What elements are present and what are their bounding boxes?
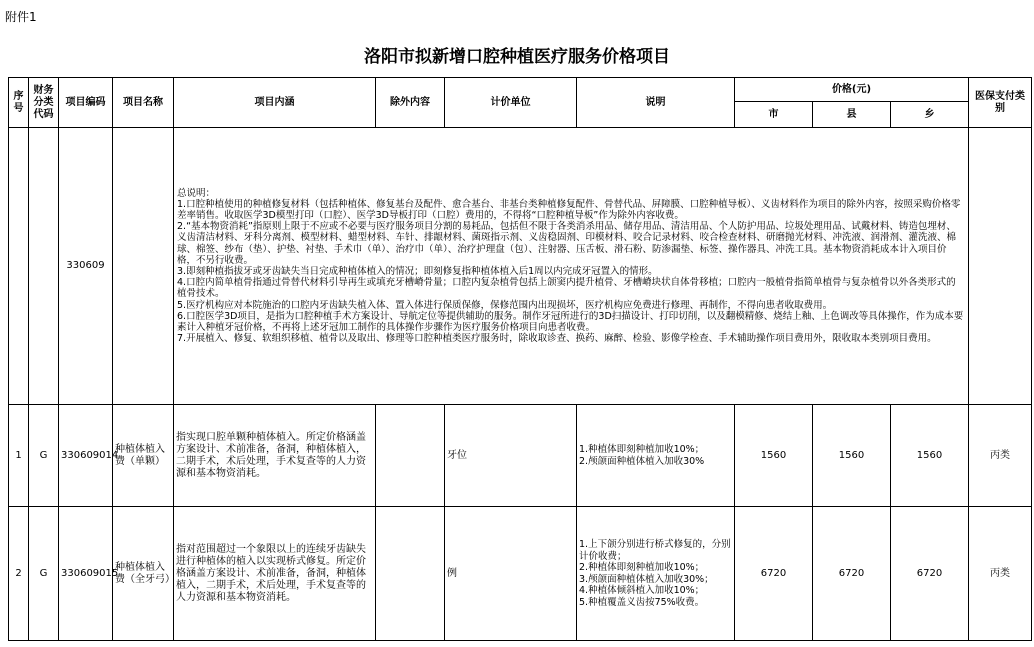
- header-category: 财务分类代码: [29, 78, 59, 128]
- row-unit: 牙位: [445, 405, 577, 507]
- explanation-line: 1.种植体即刻种植加收10%；: [579, 444, 705, 455]
- row-unit: 例: [445, 507, 577, 641]
- explanation-line: 2.颅颌面种植体植入加收30%: [579, 455, 705, 467]
- price-table: [8, 77, 1032, 641]
- note-line: 5.医疗机构应对本院施治的口腔内牙齿缺失植入体、置入体进行保质保修，保修范围内出现损坏，医疗机构应免费进行修理、再制作，不得向患者收取费用。: [177, 299, 833, 311]
- header-price-group: 价格(元): [735, 78, 969, 102]
- header-county: 县: [813, 102, 891, 128]
- note-line: 2.“基本物资消耗”指原则上限于不应或不必要与医疗服务项目分割的易耗品，包括但不限于各类消杀用品、储存用品、清洁用品、个人防护用品、垃圾处理用品、试戴材料、铸造包埋材、义齿清洁材料、牙科分离剂、模型材料、蜡型材料、车针、排龈材料、菌斑指示剂、义齿稳固剂、印模材料、咬合记录材料、咬合检查材料、研磨抛光材料、冲洗液、润滑剂、灌洗液、棉球、棉签、纱布（垫）、护垫、衬垫、手术巾（单）、治疗巾（单）、治疗护理盘（包）、注射器、压舌板、滑石粉、防渗漏垫、标签、操作器具、冲洗工具。基本物资消耗成本计入项目价格，不另行收费。: [177, 221, 957, 266]
- annex-label: 附件1: [5, 10, 37, 24]
- explanation-line: 3.颅颌面种植体植入加收30%；: [579, 573, 714, 585]
- row-price-county: 1560: [813, 405, 891, 507]
- row-name: 种植体植入费（单颗）: [113, 405, 174, 507]
- row-explanation: [577, 405, 735, 507]
- header-code: 项目编码: [59, 78, 113, 128]
- section-row: [9, 128, 1032, 405]
- note-line: 7.开展植入、修复、软组织移植、植骨以及取出、修理等口腔种植类医疗服务时，除收取诊查、换药、麻醉、检验、影像学检查、手术辅助操作项目费用外，限收取本类别项目费用。: [177, 333, 937, 345]
- table-row: [9, 507, 1032, 641]
- header-explanation: 说明: [577, 78, 735, 128]
- row-seq: 2: [9, 507, 29, 641]
- explanation-line: 2.种植体即刻种植加收10%；: [579, 562, 705, 573]
- header-insurance: 医保支付类别: [969, 78, 1032, 128]
- row-insurance: 丙类: [969, 507, 1032, 641]
- row-price-city: 6720: [735, 507, 813, 641]
- header-township: 乡: [891, 102, 969, 128]
- row-code: 330609014: [59, 405, 113, 507]
- row-category: G: [29, 405, 59, 507]
- explanation-line: 1.上下颌分别进行桥式修复的，分别计价收费；: [579, 539, 731, 562]
- explanation-line: 4.种植体倾斜植入加收10%；: [579, 585, 705, 596]
- row-excluded: [376, 507, 445, 641]
- row-code: 330609015: [59, 507, 113, 641]
- header-name: 项目名称: [113, 78, 174, 128]
- section-code: 330609: [59, 128, 113, 405]
- page-title: 洛阳市拟新增口腔种植医疗服务价格项目: [364, 47, 670, 67]
- row-price-city: 1560: [735, 405, 813, 507]
- header-seq: 序号: [9, 78, 29, 128]
- explanation-line: 5.种植覆盖义齿按75%收费。: [579, 596, 705, 608]
- header-content: 项目内涵: [174, 78, 376, 128]
- row-excluded: [376, 405, 445, 507]
- table-row: [9, 405, 1032, 507]
- header-excluded: 除外内容: [376, 78, 445, 128]
- row-name: 种植体植入费（全牙弓）: [113, 507, 174, 641]
- row-category: G: [29, 507, 59, 641]
- row-price-township: 1560: [891, 405, 969, 507]
- row-content: 指对范围超过一个象限以上的连续牙齿缺失进行种植体的植入以实现桥式修复。所定价格涵盖方案设计、术前准备，备洞，种植体植入，二期手术，术后处理，手术复查等的人力资源和基本物资消耗。: [174, 507, 376, 641]
- note-line: 1.口腔种植使用的种植修复材料（包括种植体、修复基台及配件、愈合基台、非基台类种植修复配件、骨替代品、屏障膜、口腔种植导板）、义齿材料作为项目的除外内容，按照采购价格零差率销售。收取医学3D模型打印（口腔）、医学3D导板打印（口腔）费用的，不得将“口腔种植导板”作为除外内容收费。: [177, 198, 961, 221]
- note-line: 3.即刻种植指拔牙或牙齿缺失当日完成种植体植入的情况；即刻修复指种植体植入后1周以内完成牙冠置入的情形。: [177, 266, 658, 277]
- note-line: 总说明：: [177, 187, 216, 199]
- row-content: 指实现口腔单颗种植体植入。所定价格涵盖方案设计、术前准备，备洞，种植体植入，二期手术，术后处理，手术复查等的人力资源和基本物资消耗。: [174, 405, 376, 507]
- note-line: 4.口腔内简单植骨指通过骨替代材料引导再生或填充牙槽嵴骨量；口腔内复杂植骨包括上颌窦内提升植骨、牙槽嵴块状自体骨移植；口腔内一般植骨指简单植骨与复杂植骨以外各类形式的植骨技术。: [177, 277, 956, 300]
- row-explanation: [577, 507, 735, 641]
- row-price-township: 6720: [891, 507, 969, 641]
- row-price-county: 6720: [813, 507, 891, 641]
- header-city: 市: [735, 102, 813, 128]
- note-line: 6.口腔医学3D项目，是指为口腔种植手术方案设计、导航定位等提供辅助的服务。制作牙冠所进行的3D扫描设计、打印切削，以及翻模精修、烧结上釉、上色调改等具体操作，作为成本要素计入种植牙冠价格，不再将上述牙冠加工制作的具体操作步骤作为医疗服务价格项目向患者收费。: [177, 310, 964, 334]
- row-insurance: 丙类: [969, 405, 1032, 507]
- section-notes: [174, 128, 969, 405]
- header-unit: 计价单位: [445, 78, 577, 128]
- row-seq: 1: [9, 405, 29, 507]
